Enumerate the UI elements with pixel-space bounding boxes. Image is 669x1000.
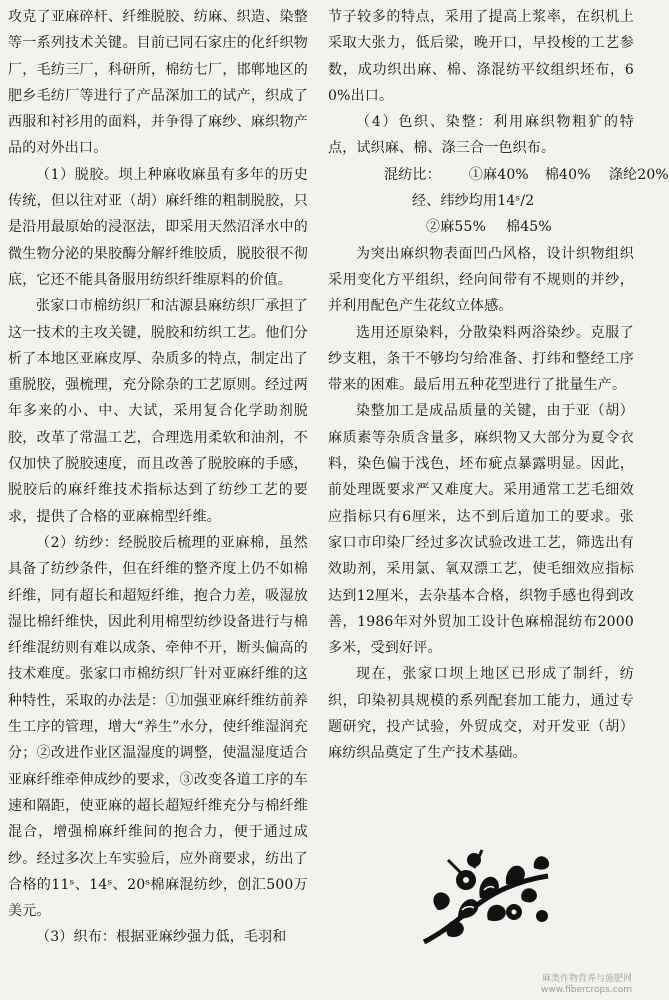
blend-item: 棉40% [544, 166, 591, 183]
paragraph-degumming: （1）脱胶。坝上种麻收麻虽有多年的历史传统，但以往对亚（胡）麻纤维的粗制脱胶，只是沿用最原始的浸沤法，即采用天然沼泽水中的微生物分泌的果胶酶分解纤维胶质，脱胶很不彻底，它还不能具备服用纺织纤维原料的价值。 [8, 166, 308, 288]
blend-item: 涤纶20% [608, 166, 669, 183]
paragraph-mill-research: 张家口市棉纺织厂和沽源县麻纺织厂承担了这一技术的主攻关键，脱胶和纺织工艺。他们分析了本地区亚麻皮厚、杂质多的特点，制定出了重脱胶，强梳理，充分除杂的工艺原则。经过两年多来的小、中、大试，采用复合化学助剂脱胶，改革了常温工艺，合理选用柔软和油剂，不仅加快了脱胶速度，而且改善了脱胶麻的手感，脱胶后的麻纤维技术指标达到了纺纱工艺的要求，提供了合格的亚麻棉型纤维。 [8, 298, 308, 525]
blend-yarn-line: 经、纬纱均用14ˢ/2 [412, 193, 535, 210]
blend-item: ①麻40% [468, 166, 529, 183]
watermark-url: www.fibercrops.com [541, 985, 632, 995]
blend-ratio-line-a [328, 162, 669, 188]
blend-ratio-line-b [328, 214, 634, 240]
paragraph-finishing: 染整加工是成品质量的关键，由于亚（胡）麻质素等杂质含量多，麻织物又大部分为夏令衣料，染色偏于浅色，坯布疵点暴露明显。因此，前处理既要求严又难度大。采用通常工艺毛细效应指标只有6厘米，达不到后道加工的要求。张家口市印染厂经过多次试验改进工艺，筛选出有效助剂，采用氯、氧双漂工艺，使毛细效应指标达到12厘米，去杂基本合格，织物手感也得到改善，1986年对外贸加工设计色麻棉混纺布2000多米，受到好评。 [328, 403, 634, 657]
blend-ratio-label: 混纺比： [384, 166, 441, 183]
paragraph-spinning: （2）纺纱：经脱胶后梳理的亚麻棉，虽然具备了纺纱条件，但在纤维的整齐度上仍不如棉纤维，同有超长和超短纤维，抱合力差，吸湿放湿比棉纤维快，因此利用棉型纺纱设备进行与棉纤维混纺则有难以成条、牵伸不开，断头偏高的技术难度。张家口市棉纺织厂针对亚麻纤维的这种特性，采取的办法是：①加强亚麻纤维纺前养生工序的管理，增大“养生”水分，使纤维湿润充分；②改进作业区温湿度的调整，使温湿度适合亚麻纤维牵伸成纱的要求，③改变各道工序的车速和隔距，使亚麻的超长超短纤维充分与棉纤维混合，增强棉麻纤维间的抱合力，便于通过成纱。经过多次上车实验后，应外商要求，纺出了合格的11ˢ、14ˢ、20ˢ棉麻混纺纱，创汇500万美元。 [8, 534, 308, 920]
watermark-title: 麻类作物营养与施肥网 [541, 974, 632, 984]
paragraph-conclusion: 现在，张家口坝上地区已形成了制纤，纺织，印染初具规模的系列配套加工能力，通过专题研究，投产试验，外贸成交，对开发亚（胡）麻纺织品奠定了生产技术基础。 [328, 666, 634, 762]
blend-ratio-block [328, 162, 669, 241]
paragraph-intro: 攻克了亚麻碎杆、纤维脱胶、纺麻、织造、染整等一系列技术关键。目前已同石家庄的化纤织物厂，毛纺三厂，科研所，棉纺七厂，邯郸地区的肥乡毛纺厂等进行了产品深加工的试产，织成了西服和衬衫用的面料，并争得了麻纱、麻织物产品的对外出口。 [8, 9, 308, 157]
paragraph-dyeing: （4）色织、染整：利用麻织物粗犷的特点，试织麻、棉、涤三合一色织布。 [328, 114, 634, 157]
paragraph-weave-design: 为突出麻织物表面凹凸风格，设计织物组织采用变化方平组织，经向间带有不规则的并纱，并利用配色产生花纹立体感。 [328, 245, 634, 315]
paragraph-weaving-cont: 节子较多的特点，采用了提高上浆率，在织机上采取大张力，低后梁，晚开口，早投梭的工艺参数，成功织出麻、棉、涤混纺平纹组织坯布，60%出口。 [328, 9, 634, 104]
right-column [328, 4, 669, 767]
watermark [541, 974, 632, 996]
paragraph-dye-selection: 选用还原染料，分散染料两浴染纱。克服了纱支粗，条干不够均匀给准备、打纬和整经工序带来的困难。最后用五种花型进行了批量生产。 [328, 324, 634, 394]
blend-item: 棉45% [506, 219, 552, 236]
paragraph-weaving-start: （3）织布：根据亚麻纱强力低，毛羽和 [36, 929, 287, 946]
blend-item: ②麻55% [426, 219, 487, 236]
flower-branch-icon [418, 840, 558, 950]
left-column [8, 4, 308, 951]
